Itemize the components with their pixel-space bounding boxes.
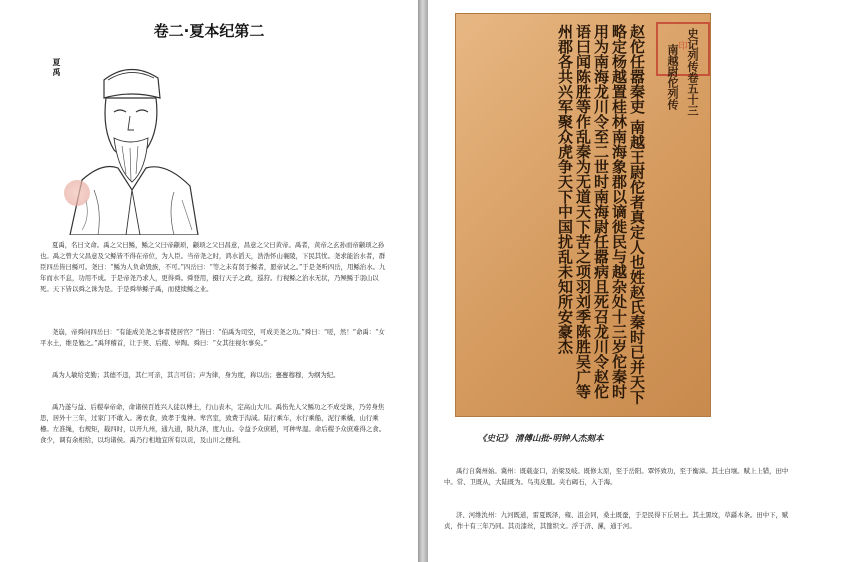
paragraph-4: 禹乃遂与益、后稷奉帝命，命诸侯百姓兴人徒以傅土，行山表木，定高山大川。禹伤先人父鲧功之不成受诛，乃劳身焦思，居外十三年，过家门不敢入。薄衣食，致孝于鬼神。卑宫室，致费于沟淢。陆行乘车，水行乘船，泥行乘橇，山行乘檋。左准绳，右规矩，载四时，以开九州，通九道，陂九泽，度九山。令益予众庶稻，可种卑湿。命后稷予众庶难得之食。食少，调有余相给，以均诸侯。禹乃行相地宜所有以贡，及山川之便利。 bbox=[40, 403, 386, 444]
chapter-title: 卷二·夏本纪第二 bbox=[153, 22, 265, 40]
paragraph-3: 禹为人敏给克勤；其德不违，其仁可亲，其言可信；声为律，身为度，称以出；亹亹穆穆，为纲为纪。 bbox=[52, 371, 340, 379]
photo-caption: 《史记》 清傅山批-明钟人杰刻本 bbox=[478, 434, 604, 444]
photo-label-volume: 史记列传卷五十三 bbox=[686, 28, 699, 116]
paragraph-6: 济、河维沇州：九河既道，雷夏既泽，雍、沮会同，桑土既蚕，于是民得下丘居土。其土黑坟，草繇木条。田中下，赋贞，作十有三年乃同。其贡漆丝，其篚织文。浮于济、漯，通于河。 bbox=[444, 511, 789, 530]
left-page bbox=[0, 0, 418, 562]
photo-inscription: 赵佗任嚣秦吏 南越王尉佗者真定人也姓赵氏秦时已并天下略定杨越置桂林南海象郡以谪徙民与越杂处十三岁佗秦时用为南海龙川令至二世时南海尉任嚣病且死召龙川令赵佗语曰闻陈胜等作乱秦为无道天下苦之项羽刘季陈胜吴广等州郡各共兴军聚众虎争天下中国扰乱未知所安豪杰 bbox=[556, 24, 646, 405]
portrait-caption: 夏禹 bbox=[52, 58, 62, 78]
paragraph-5: 禹行自冀州始。冀州：既载壶口，治梁及岐。既修太原，至于岳阳。覃怀致功，至于衡漳。其土白壤。赋上上错，田中中。常、卫既从，大陆既为。鸟夷皮服。夹右碣石，入于海。 bbox=[444, 467, 789, 486]
red-seal-stamp: 印 bbox=[656, 22, 710, 76]
right-page bbox=[428, 0, 843, 562]
yu-portrait-illustration bbox=[42, 50, 202, 235]
seal-watermark bbox=[64, 180, 90, 206]
photo-label-chapter: 南越尉佗列传 bbox=[666, 44, 679, 110]
paragraph-2: 尧崩，帝舜问四岳曰：“有能成美尧之事者使居官？”皆曰：“伯禹为司空，可成美尧之功。”舜曰：“嗟，然！”命禹：“女平水土，维是勉之。”禹拜稽首，让于契、后稷、皋陶。舜曰：“女其往视尔事矣。” bbox=[40, 328, 385, 347]
paragraph-1: 夏禹，名曰文命。禹之父曰鲧，鲧之父曰帝颛顼，颛顼之父曰昌意，昌意之父曰黄帝。禹者，黄帝之玄孙而帝颛顼之孙也。禹之曾大父昌意及父鲧皆不得在帝位，为人臣。当帝尧之时，鸿水滔天，浩浩怀山襄陵，下民其忧。尧求能治水者，群臣四岳皆曰鲧可。尧曰：“鲧为人负命毁族，不可。”四岳曰：“等之未有贤于鲧者，愿帝试之。”于是尧听四岳，用鲧治水。九年而水不息，功用不成。于是帝尧乃求人，更得舜。舜登用，摄行天子之政，巡狩。行视鲧之治水无状，乃殛鲧于羽山以死。天下皆以舜之诛为是。于是舜举鲧子禹，而使续鲧之业。 bbox=[40, 241, 386, 293]
woodblock-print-photo bbox=[455, 13, 711, 417]
page-gutter bbox=[418, 0, 428, 562]
